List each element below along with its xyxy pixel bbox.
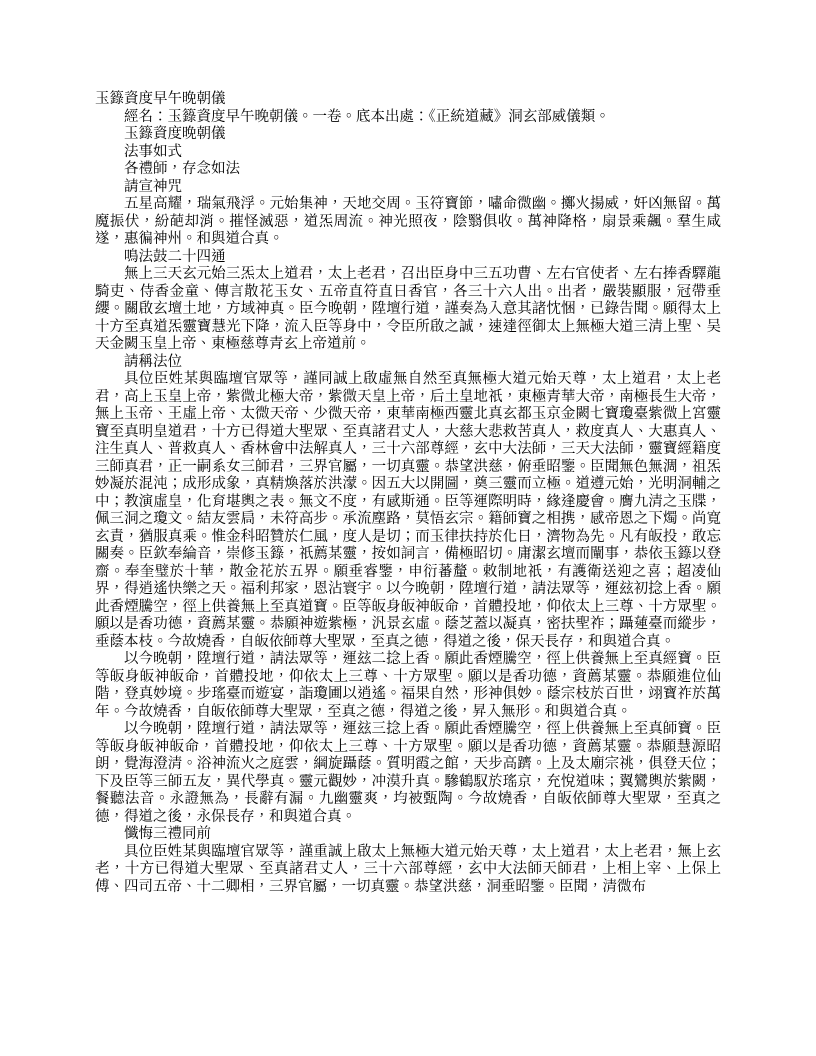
invocation-paragraph: 具位臣姓某與臨壇官眾等，謹同誠上啟虛無自然至真無極大道元始天尊，太上道君，太上老君，高上玉皇上帝，紫微北極大帝，紫微天皇上帝，后土皇地祇，東極青華大帝，南極長生大帝，無上玉帝、王虛上帝、太微天帝、少微天帝，東華南極西靈北真玄都玉京金闕七寶瓊臺紫微上宮靈寶至真明皇道君，十方已得道大聖眾、至真諸君丈人，大慈大悲救苦真人，救度真人、大惠真人、注生真人、普救真人、香林會中法解真人，三十六部尊經，玄中大法師，三天大法師，靈寶經籍度三師真君，正一嗣系女三師君，三界官屬，一切真靈。恭望洪慈，俯垂昭鑒。臣聞無色無淍，祖炁妙凝於混沌；成形成象，真精煥落於洪濛。因五大以開圖，奠三靈而立極。道遵元始，光明洞輔之中；教演虛皇，化育堪輿之表。無文不度，有感斯通。臣等運際明時，緣逢慶會。膺九清之玉牒，佩三洞之瓊文。結友雲扃，未符高步。承流塵路，莫悟玄宗。籍師寶之相携，感帝恩之下燭。尚寬玄責，猶服真乘。惟金科昭贊於仁風，度人是切；而玉律扶持於化日，濟物為先。凡有皈投，敢忘關奏。臣欽奉綸音，崇修玉籙，祇薦某靈，按如詞言，備極昭切。庸潔玄壇而闡事，恭依玉籙以登齋。奉奎璧於十華，散金花於五界。願垂睿鑒，申衍蕃釐。敕制地祇，有護衛送迎之喜；超凌仙界，得逍遙快樂之天。福利邦家，恩沾寰宇。以今晚朝，陞壇行道，請法眾等，運玆初捻上香。願此香煙騰空，徑上供養無上至真道寶。臣等皈身皈神皈命，首體投地，仰依太上三尊、十方眾聖。願以是香功德，資薦某靈。恭願神遊紫極，汎景玄虛。蔭芝蓋以凝真，密扶聖祚；躡蓮臺而縱步，垂蔭本枝。今故燒香，自皈依師尊大聖眾，至真之德，得道之後，保天長存，和與道合真。 xyxy=(95,371,721,650)
incantation-paragraph: 五星高耀，瑞氣飛浮。元始集神，天地交周。玉符寶節，嘯命微幽。擲火揚威，奸凶無留。萬魔振伏，紛葩却消。摧怪滅惡，道炁周流。神光照夜，陰翳俱收。萬神降格，扇景乘飆。羣生咸遂，惠徧神州。和與道合真。 xyxy=(95,196,721,247)
doc-title: 玉籙資度早午晚朝儀 xyxy=(95,91,226,107)
rubric-recite-spell: 請宣神咒 xyxy=(124,178,182,195)
second-incense-paragraph: 以今晚朝，陞壇行道，請法眾等，運玆二捻上香。願此香煙騰空，徑上供養無上至真經寶。臣等皈身皈神皈命，首體投地，仰依太上三尊、十方眾聖。願以是香功德，資薦某靈。恭願進位仙階，登真妙境。步瑤臺而遊宴，詣瓊圃以逍遙。福果自然，形神俱妙。蔭宗枝於百世，翊寶祚於萬年。今故燒香，自皈依師尊大聖眾，至真之德，得道之後，昇入無形。和與道合真。 xyxy=(95,651,721,720)
colophon-line: 經名：玉籙資度早午晚朝儀。一卷。底本出處：《正統道藏》洞玄部威儀類。 xyxy=(124,108,610,125)
rubric-declare-rank: 請稱法位 xyxy=(124,353,182,370)
rubric-drum-24: 鳴法鼓二十四通 xyxy=(124,248,226,265)
section-title-evening-rite: 玉籙資度晚朝儀 xyxy=(124,126,226,142)
rubric-repentance: 懺悔三禮同前 xyxy=(124,826,211,842)
third-incense-paragraph: 以今晚朝，陞壇行道，請法眾等，運玆三捻上香。願此香煙騰空，徑上供養無上至真師寶。臣等皈身皈神皈命，首體投地，仰依太上三尊、十方眾聖。願以是香功德，資薦某靈。恭願慧源昭朗，覺海澄清。浴神流火之庭雲，綱旋躡蔭。質明霞之館，天步高躋。上及太廟宗祧，俱登天位；下及臣等三師五友，異代學真。靈元觀妙，冲漠升真。驂鶴馭於瑤京，充悅道味；翼鸞輿於紫闕，餐聽法音。永證無為，長辭有漏。九幽靈爽，均被甄陶。今故燒香，自皈依師尊大聖眾，至真之德，得道之後，永保長存，和與道合真。 xyxy=(95,721,721,825)
repentance-paragraph: 具位臣姓某與臨壇官眾等，謹重誠上啟太上無極大道元始天尊，太上道君，太上老君，無上玄老，十方已得道大聖眾、至真諸君丈人，三十六部尊經，玄中大法師天師君，上相上宰、上保上傅、四司五帝、十二卿相，三界官屬，一切真靈。恭望洪慈，洞垂昭鑒。臣聞，清微布 xyxy=(95,843,721,895)
rubric-ritual-procedure: 法事如式 xyxy=(124,143,182,160)
summoning-paragraph: 無上三天玄元始三炁太上道君，太上老君，召出臣身中三五功曹、左右官使者、左右捧香驛龍騎吏、侍香金童、傳言散花玉女、五帝直符直日香官，各三十六人出。出者，嚴裝顯服，冠帶垂纓。關啟玄壇土地，方域神真。臣今晚朝，陞壇行道，謹奏為入意其諸忱悃，已錄告聞。願得太上十方至真道炁靈寶慧光下降，流入臣等身中，令臣所啟之誠，速達徑御太上無極大道三清上聖、吴天金闕玉皇上帝、東極慈尊青玄上帝道前。 xyxy=(95,266,721,352)
rubric-officiants: 各禮師，存念如法 xyxy=(124,161,240,177)
